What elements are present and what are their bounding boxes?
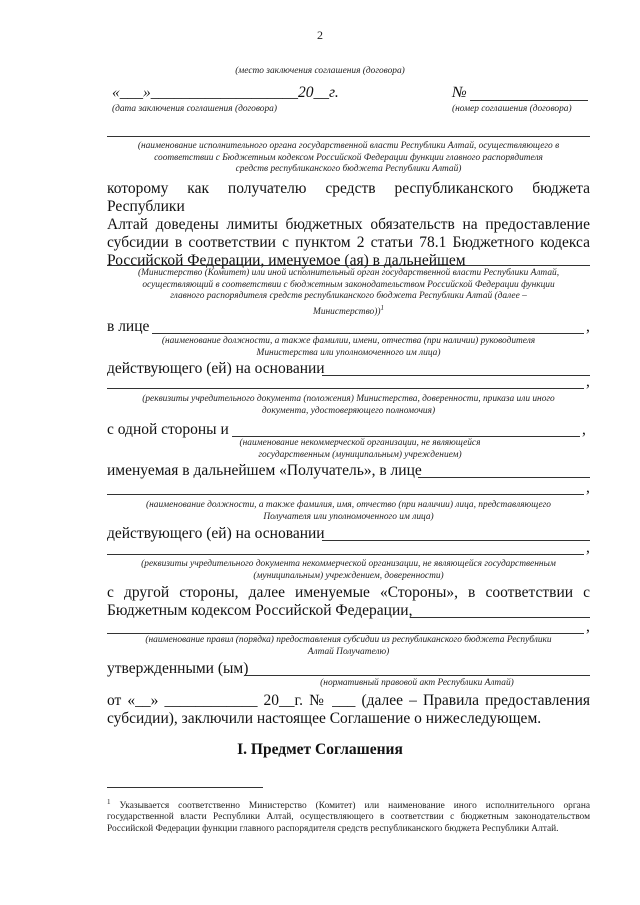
- ministry-line: [107, 265, 590, 266]
- executive-body-note: (наименование исполнительного органа государственной власти Республики Алтай, осуществляющего в соответствии с Бюджетным кодексом Российской Федерации функции главного распорядителя средств республиканского бюджета Республики Алтай): [137, 141, 560, 174]
- comma: ,: [586, 373, 590, 390]
- paragraph-other-side: с другой стороны, далее именуемые «Стороны», в соответствии с: [107, 584, 590, 601]
- position-ministry-note: (наименование должности, а также фамилии, имени, отчества (при наличии) руководителя Министерства или уполномоченного им лица): [161, 336, 536, 358]
- number-note: (номер соглашения (договора): [452, 104, 572, 114]
- footnote-separator: [107, 787, 263, 788]
- in-person-label: в лице: [107, 318, 150, 335]
- number-field-line: [470, 100, 588, 101]
- paragraph-other-side-2: Бюджетным кодексом Российской Федерации,: [107, 602, 413, 619]
- acting-basis2-field-line-2: [107, 554, 584, 555]
- recipient-person-field-line-2: [107, 494, 584, 495]
- date-note: (дата заключения соглашения (договора): [112, 104, 277, 114]
- nko-name-note: (наименование некоммерческой организации, не являющейся государственным (муниципальным) учреждением): [239, 438, 481, 460]
- normative-act-field-line: [244, 675, 590, 676]
- acting-basis-field-line: [322, 375, 590, 376]
- recipient-person-field-line: [418, 477, 590, 478]
- paragraph-from-line: от «__» ____________ 20__г. № ___ (далее – Правила предоставления: [107, 692, 590, 709]
- paragraph-limits: которому как получателю средств республиканского бюджета Республики Алтай доведены лимиты бюджетных обязательств на предоставление субсидии в соответствии с пунктом 2 статьи 78.1 Бюджетного кодекса Российской Федерации, именуемое (ая) в дальнейшем: [107, 180, 590, 269]
- footnote-mark: 1: [107, 798, 111, 806]
- budget-code-field-line: [410, 617, 590, 618]
- acting-basis-field-line-2: [107, 388, 584, 389]
- comma: ,: [586, 539, 590, 556]
- comma: ,: [586, 318, 590, 335]
- ministry-note: (Министерство (Комитет) или иной исполнительный орган государственной власти Республики Алтай, осуществляющий в соответствии с бюджетным законодательством Российской Федерации функции главного распорядителя средств республиканского бюджета Республики Алтай (далее – Министерство))$^1$: [137, 268, 560, 317]
- number-label: №: [452, 84, 467, 101]
- paragraph-from-line-2: субсидии), заключили настоящее Соглашение о нижеследующем.: [107, 710, 542, 727]
- in-person-field-line: [152, 333, 584, 334]
- comma: ,: [586, 479, 590, 496]
- comma: ,: [582, 421, 586, 438]
- recipient-person-label: именуемая в дальнейшем «Получатель», в лице: [107, 462, 422, 479]
- acting-basis-label-2: действующего (ей) на основании: [107, 525, 325, 542]
- date-line: «___»___________________20__г.: [112, 84, 339, 101]
- nko-name-field-line: [232, 436, 580, 437]
- rules-note: (наименование правил (порядка) предоставления субсидии из республиканского бюджета Республики Алтай Получателю): [145, 635, 552, 657]
- acting-basis-label: действующего (ей) на основании: [107, 360, 325, 377]
- requisites-ministry-note: (реквизиты учредительного документа (положения) Министерства, доверенности, приказа или иного документа, удостоверяющего полномочия): [142, 394, 555, 416]
- footnote-text: Указывается соответственно Министерство (Комитет) или наименование иного исполнительного органа государственной власти Республики Алтай, осуществляющего в соответствии с бюджетным законодательством Российской Федерации функции главного распорядителя средств республиканского бюджета Республики Алтай.: [107, 801, 591, 834]
- requisites-recipient-note: (реквизиты учредительного документа некоммерческой организации, не являющейся государственным (муниципальным) учреждением, доверенности): [141, 559, 556, 581]
- normative-act-note: (нормативный правовой акт Республики Алтай): [320, 678, 514, 688]
- position-recipient-note: (наименование должности, а также фамилия, имя, отчество (при наличии) лица, представляющего Получателя или уполномоченного им лица): [146, 500, 551, 522]
- section-title: I. Предмет Соглашения: [237, 741, 403, 758]
- approved-label: утвержденными (ым): [107, 660, 249, 677]
- acting-basis2-field-line: [322, 540, 590, 541]
- executive-body-line: [107, 136, 590, 137]
- one-side-label: с одной стороны и: [107, 421, 229, 438]
- footnote: [107, 797, 590, 835]
- rules-field-line: [107, 633, 584, 634]
- page-number: 2: [317, 28, 323, 42]
- comma: ,: [586, 618, 590, 635]
- place-note: (место заключения соглашения (договора): [235, 66, 405, 76]
